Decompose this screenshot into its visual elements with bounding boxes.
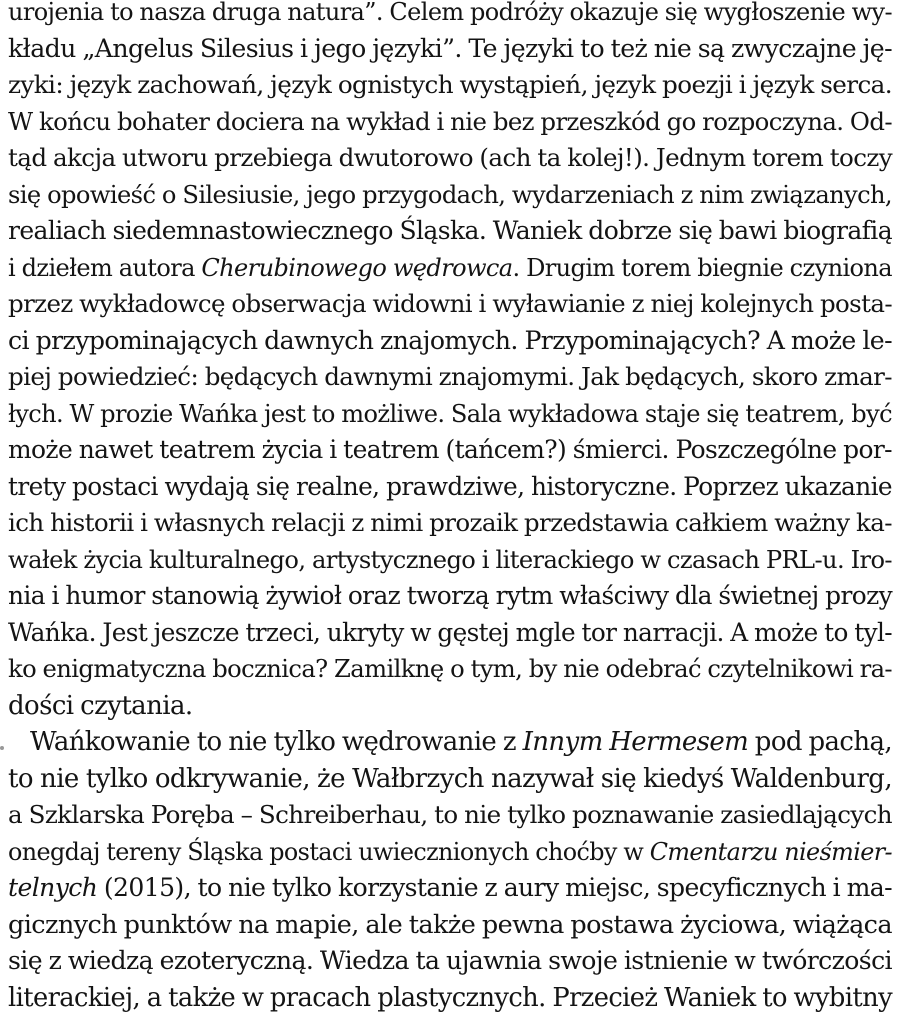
text-line — [8, 834, 892, 871]
text-line: łych. W prozie Wańka jest to możliwe. Sala wykładowa staje się teatrem, być — [8, 399, 892, 428]
book-title-italic: Innym Hermesem — [522, 727, 749, 757]
text-run: pod pachą, — [748, 727, 892, 757]
text-line: W końcu bohater dociera na wykład i nie bez przeszkód go rozpoczyna. Od- — [8, 106, 892, 136]
text-line: trety postaci wydają się realne, prawdziwe, historyczne. Poprzez ukazanie — [8, 471, 892, 501]
text-line: ci przypominających dawnych znajomych. Przypominających? A może le- — [8, 325, 892, 355]
text-line: przez wykładowcę obserwacja widowni i wyławianie z niej kolejnych posta- — [8, 289, 892, 318]
text-run: (2015), to nie tylko korzystanie z aury miejsc, specyficznych i ma- — [97, 873, 892, 902]
text-line: się z wiedzą ezoteryczną. Wiedza ta ujawnia swoje istnienie w twórczości — [8, 946, 892, 975]
text-line: urojenia to nasza druga natura”. Celem podróży okazuje się wygłoszenie wy- — [8, 0, 892, 26]
body-text — [8, 0, 892, 1016]
text-line: tąd akcja utworu przebiega dwutorowo (ach ta kolej!). Jednym torem toczy — [8, 143, 892, 172]
text-line: zyki: język zachowań, język ognistych wystąpień, język poezji i język serca. — [8, 70, 892, 99]
margin-dot — [0, 746, 4, 750]
book-title-italic: Cherubinowego wędrowca — [201, 253, 513, 282]
paragraph-2 — [8, 724, 892, 1016]
text-line — [8, 250, 892, 287]
text-line: kładu „Angelus Silesius i jego języki”. Te języki to też nie są zwyczajne ję- — [8, 33, 892, 63]
text-line: Wańka. Jest jeszcze trzeci, ukryty w gęstej mgle tor narracji. A może to tyl- — [8, 617, 892, 647]
text-line — [8, 870, 892, 907]
text-line: literackiej, a także w pracach plastycznych. Przecież Waniek to wybitny — [8, 982, 892, 1013]
text-run: onegdaj tereny Śląska postaci uwiecznionych choćby w — [8, 837, 650, 866]
text-run: . Drugim torem biegnie czyniona — [512, 253, 893, 282]
text-line: gicznych punktów na mapie, ale także pewna postawa życiowa, wiążąca — [8, 909, 892, 940]
text-line: realiach siedemnastowiecznego Śląska. Waniek dobrze się bawi biografią — [8, 216, 892, 245]
text-line: może nawet teatrem życia i teatrem (tańcem?) śmierci. Poszczególne por- — [8, 435, 892, 464]
text-line: ich historii i własnych relacji z nimi prozaik przedstawia całkiem ważny ka- — [8, 508, 892, 537]
text-line: wałek życia kulturalnego, artystycznego i literackiego w czasach PRL-u. Iro- — [8, 545, 892, 574]
text-run: i dziełem autora — [8, 253, 202, 282]
text-line — [8, 724, 892, 761]
text-line: a Szklarska Poręba – Schreiberhau, to nie tylko poznawanie zasiedlających — [8, 800, 892, 829]
paragraph-1 — [8, 0, 892, 724]
text-line: to nie tylko odkrywanie, że Wałbrzych nazywał się kiedyś Waldenburg, — [8, 763, 892, 794]
book-title-italic: Cmentarzu nieśmier- — [649, 837, 892, 866]
text-line: się opowieść o Silesiusie, jego przygodach, wydarzeniach z nim związanych, — [8, 180, 892, 209]
text-run: Wańkowanie to nie tylko wędrowanie z — [30, 727, 523, 757]
text-line: dości czytania. — [8, 690, 193, 721]
text-line: nia i humor stanowią żywioł oraz tworzą rytm właściwy dla świetnej prozy — [8, 581, 892, 610]
book-title-italic: telnych — [8, 873, 98, 902]
text-line: ko enigmatyczna bocznica? Zamilknę o tym, by nie odebrać czytelnikowi ra- — [8, 655, 892, 683]
text-line: piej powiedzieć: będących dawnymi znajomymi. Jak będących, skoro zmar- — [8, 362, 892, 391]
